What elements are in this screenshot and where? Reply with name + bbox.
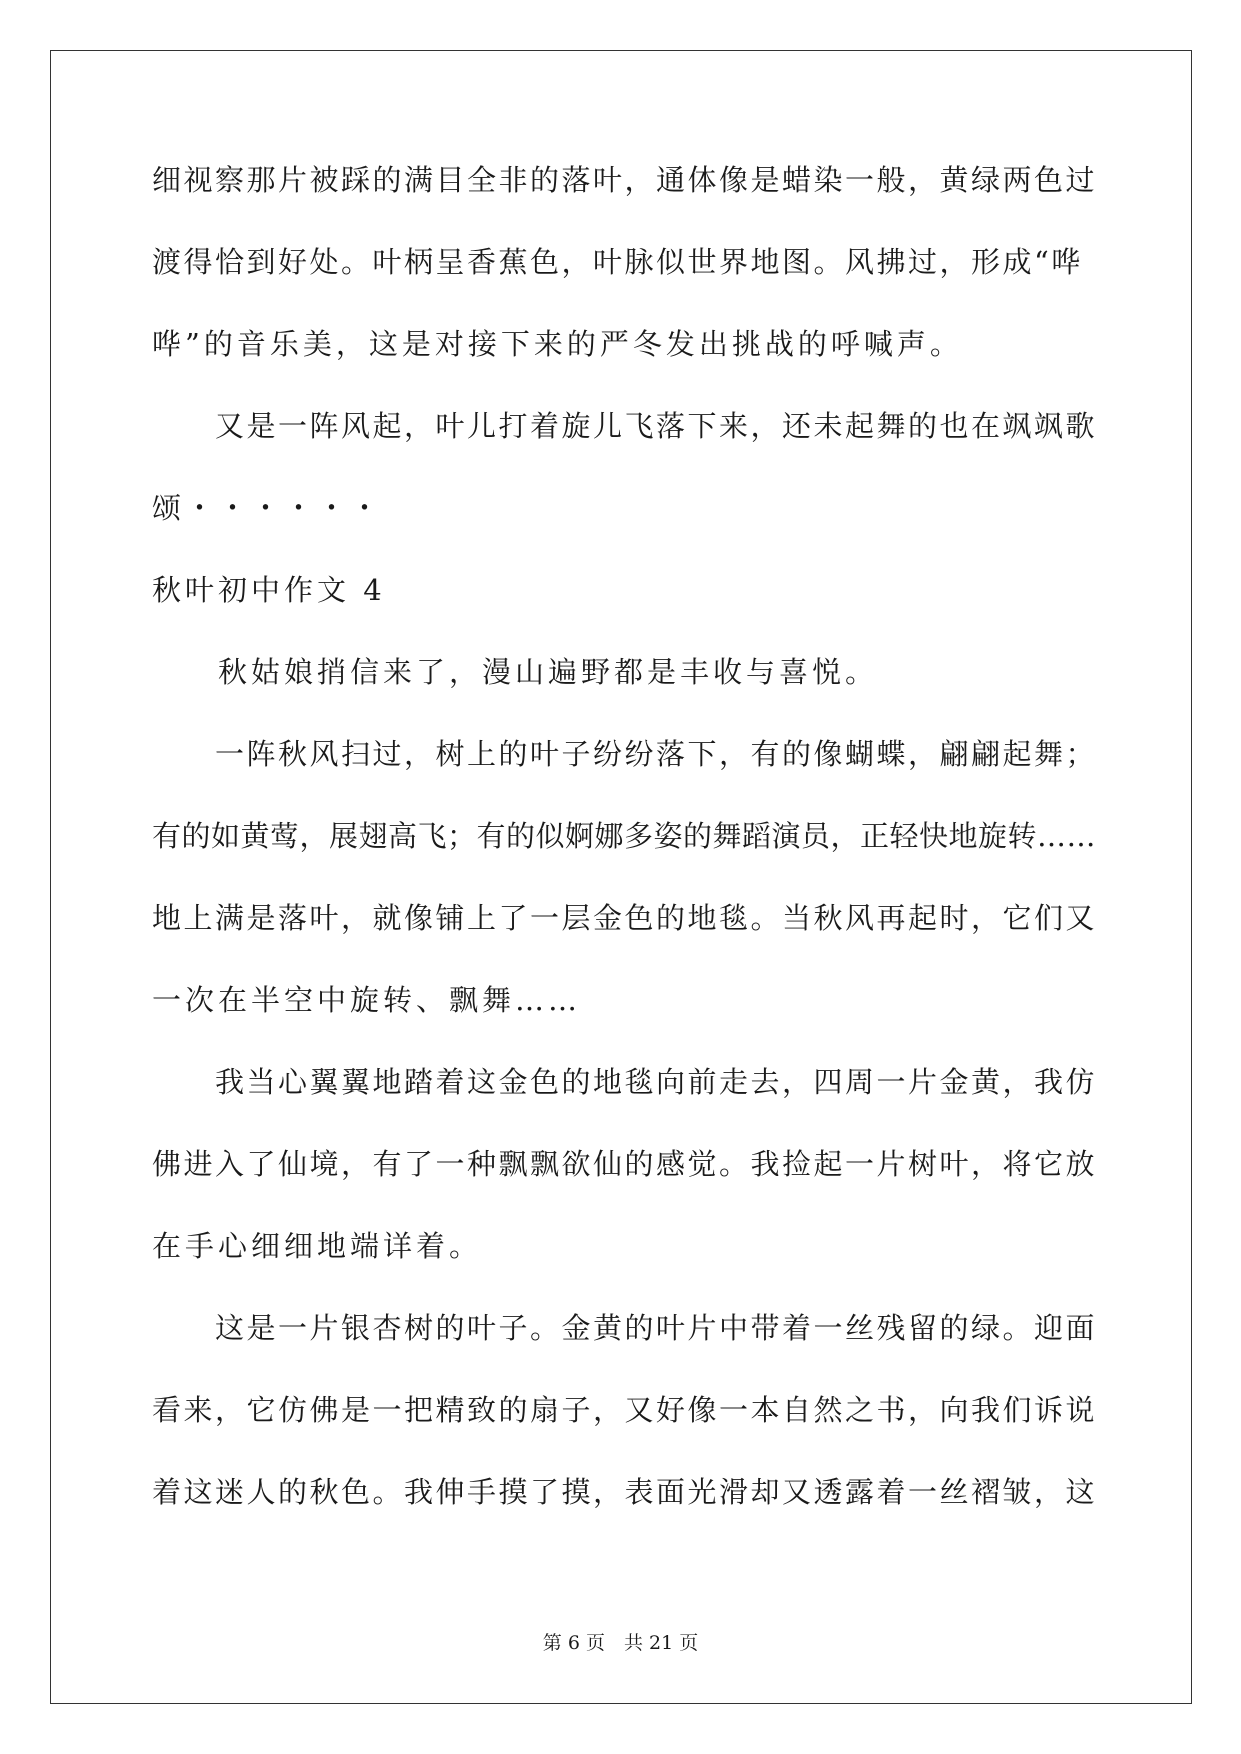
text-line: 着这迷人的秋色。我伸手摸了摸，表面光滑却又透露着一丝褶皱，这: [152, 1475, 1098, 1509]
text-line: 看来，它仿佛是一把精致的扇子，又好像一本自然之书，向我们诉说: [152, 1393, 1098, 1427]
text-line: 地上满是落叶，就像铺上了一层金色的地毯。当秋风再起时，它们又: [152, 901, 1098, 935]
text-line: 这是一片银杏树的叶子。金黄的叶片中带着一丝残留的绿。迎面: [152, 1311, 1098, 1345]
text-line: 我当心翼翼地踏着这金色的地毯向前走去，四周一片金黄，我仿: [152, 1065, 1098, 1099]
text-line: 秋姑娘捎信来了，漫山遍野都是丰收与喜悦。: [152, 655, 879, 689]
text-line: 又是一阵风起，叶儿打着旋儿飞落下来，还未起舞的也在飒飒歌: [152, 409, 1098, 443]
page-border: [50, 50, 1192, 1704]
text-line: 佛进入了仙境，有了一种飘飘欲仙的感觉。我捡起一片树叶，将它放: [152, 1147, 1098, 1181]
text-line: 渡得恰到好处。叶柄呈香蕉色，叶脉似世界地图。风拂过，形成“哗: [152, 245, 1083, 279]
text-line: 一阵秋风扫过，树上的叶子纷纷落下，有的像蝴蝶，翩翩起舞；: [152, 737, 1098, 771]
text-line: 细视察那片被踩的满目全非的落叶，通体像是蜡染一般，黄绿两色过: [152, 163, 1098, 197]
section-heading: 秋叶初中作文 4: [152, 573, 386, 607]
text-line: 有的如黄莺，展翅高飞；有的似婀娜多姿的舞蹈演员，正轻快地旋转……: [152, 819, 1097, 853]
text-line: 哗”的音乐美，这是对接下来的严冬发出挑战的呼喊声。: [152, 327, 963, 361]
text-line: 一次在半空中旋转、飘舞……: [152, 983, 582, 1017]
text-line: 颂・・・・・・: [152, 491, 384, 525]
text-line: 在手心细细地端详着。: [152, 1229, 483, 1263]
page-footer: 第 6 页 共 21 页: [542, 1632, 699, 1654]
